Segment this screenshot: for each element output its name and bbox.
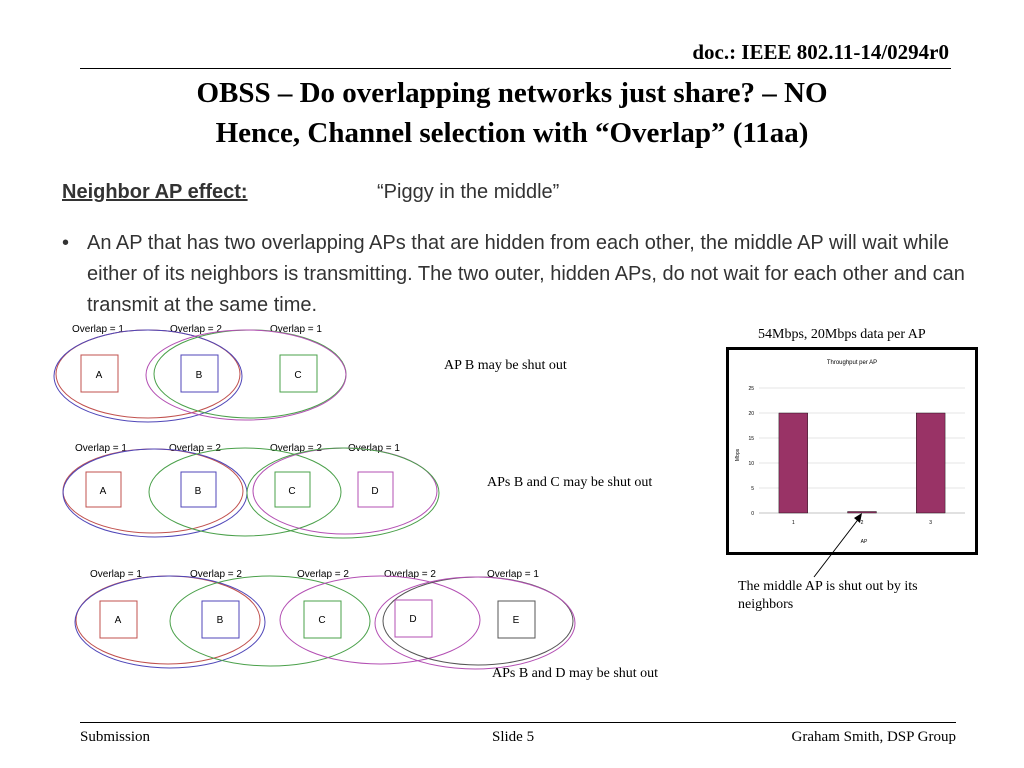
footer-left: Submission: [80, 729, 151, 745]
ap-label: D: [409, 614, 417, 625]
ap-label: C: [288, 486, 296, 497]
overlap-label: Overlap = 2: [384, 569, 436, 580]
section-quote: “Piggy in the middle”: [377, 181, 560, 203]
diagram-1-caption: AP B may be shut out: [444, 358, 567, 373]
diagram-3-caption: APs B and D may be shut out: [492, 666, 659, 681]
chart-bar: [916, 413, 945, 513]
annotation-arrow: [800, 505, 880, 585]
ap-label: A: [99, 486, 107, 497]
chart-x-tick-label: 2: [860, 520, 864, 526]
chart-title: Throughput per AP: [826, 360, 878, 366]
chart-x-axis-label: AP: [860, 539, 868, 545]
bullet-dot: •: [62, 232, 70, 254]
bullet-item: [62, 228, 972, 321]
slide-title-line1: OBSS – Do overlapping networks just share? – NO: [196, 77, 828, 109]
ap-label: A: [95, 370, 103, 381]
chart-y-tick-label: 20: [748, 411, 754, 417]
ap-label: C: [294, 370, 302, 381]
overlap-diagram-3: [60, 563, 590, 673]
bullet-text: An AP that has two overlapping APs that are hidden from each other, the middle AP will wait while either of its neighbors is transmitting. The two outer, hidden APs, do not wait for each other and can transmit at the same time.: [87, 232, 965, 316]
overlap-diagram-2: [55, 437, 455, 542]
section-heading: Neighbor AP effect:: [62, 181, 248, 203]
ap-label: A: [114, 615, 122, 626]
footer-right: Graham Smith, DSP Group: [791, 729, 956, 745]
ap-label: B: [216, 615, 224, 626]
chart-y-tick-label: 10: [748, 461, 754, 467]
overlap-label: Overlap = 1: [487, 569, 539, 580]
ap-label: C: [318, 615, 326, 626]
footer-divider: [80, 722, 956, 723]
document-id: doc.: IEEE 802.11-14/0294r0: [692, 40, 949, 64]
chart-bar: [779, 413, 808, 513]
overlap-label: Overlap = 1: [72, 324, 124, 335]
overlap-label: Overlap = 2: [297, 569, 349, 580]
overlap-label: Overlap = 1: [90, 569, 142, 580]
ap-label: D: [371, 486, 379, 497]
ap-label: B: [195, 370, 203, 381]
diagram-2-caption: APs B and C may be shut out: [487, 475, 653, 490]
slide-title-line2: Hence, Channel selection with “Overlap” (11aa): [215, 117, 809, 149]
chart-y-tick-label: 15: [748, 436, 754, 442]
footer-slide-number: Slide 5: [492, 729, 535, 745]
chart-x-tick-label: 1: [791, 520, 795, 526]
coverage-ellipse-c: [149, 448, 341, 536]
ap-label: B: [194, 486, 202, 497]
overlap-label: Overlap = 2: [270, 443, 322, 454]
overlap-label: Overlap = 1: [270, 324, 322, 335]
chart-y-axis-label: Mbps: [735, 448, 741, 462]
chart-y-tick-label: 25: [748, 386, 754, 392]
chart-y-tick-label: 5: [751, 486, 754, 492]
chart-caption: 54Mbps, 20Mbps data per AP: [758, 327, 926, 342]
chart-x-tick-label: 3: [929, 520, 933, 526]
header-divider: [80, 68, 951, 69]
overlap-label: Overlap = 2: [170, 324, 222, 335]
overlap-label: Overlap = 1: [75, 443, 127, 454]
overlap-diagram-1: [50, 318, 370, 423]
ap-label: E: [512, 615, 520, 626]
overlap-label: Overlap = 2: [169, 443, 221, 454]
chart-annotation: The middle AP is shut out by its neighbors: [738, 579, 918, 612]
chart-y-tick-label: 0: [751, 511, 754, 517]
overlap-label: Overlap = 2: [190, 569, 242, 580]
overlap-label: Overlap = 1: [348, 443, 400, 454]
